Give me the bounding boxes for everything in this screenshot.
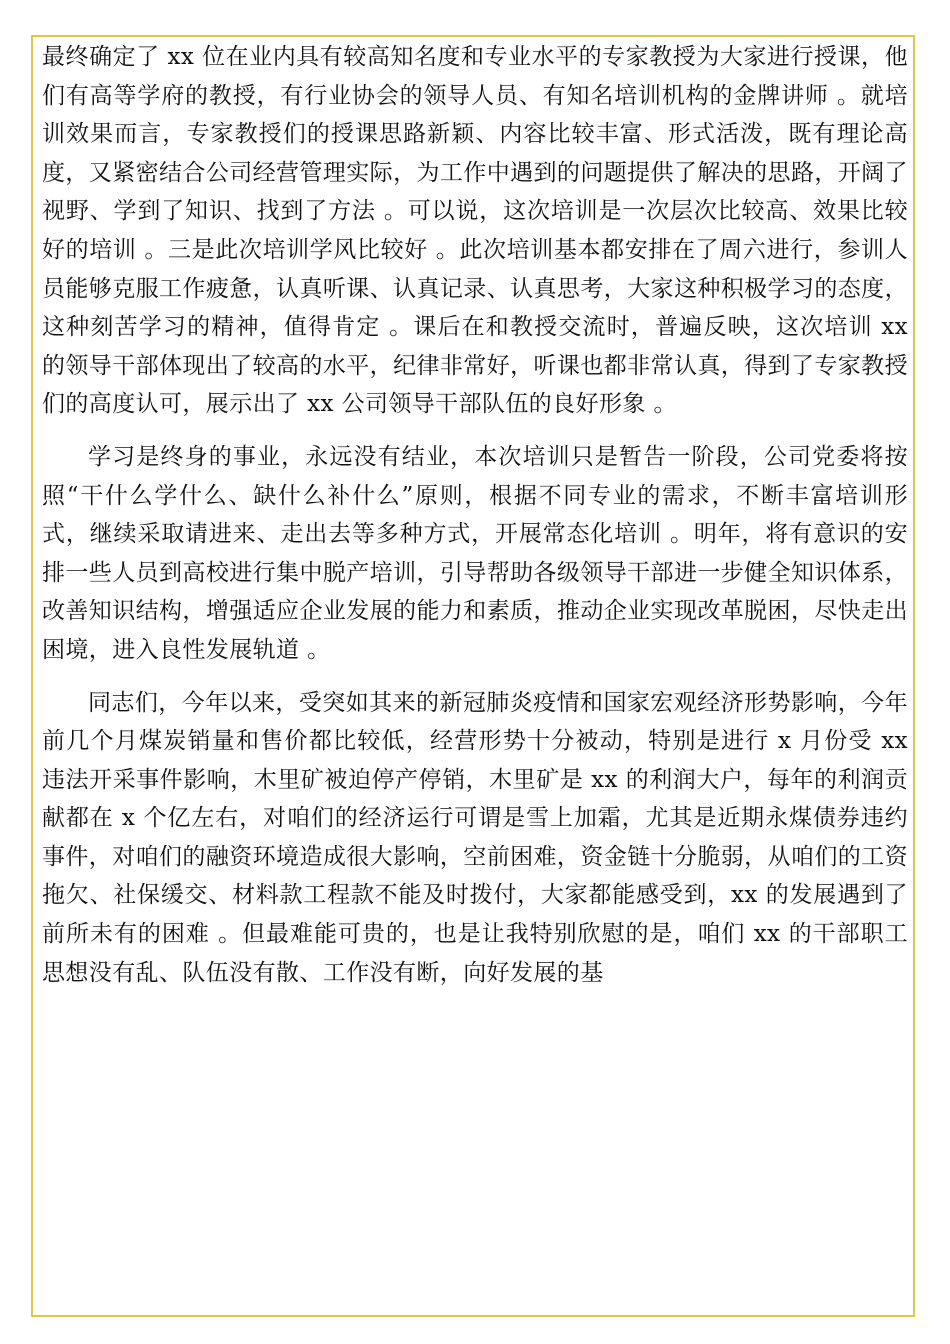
document-body bbox=[42, 38, 908, 992]
paragraph-3: 同志们，今年以来，受突如其来的新冠肺炎疫情和国家宏观经济形势影响，今年前几个月煤炭销量和售价都比较低，经营形势十分被动，特别是进行 x 月份受 xx 违法开采事件影响，木里矿被迫停产停销，木里矿是 xx 的利润大户，每年的利润贡献都在 x 个亿左右，对咱们的经济运行可谓是雪上加霜，尤其是近期永煤债券违约事件，对咱们的融资环境造成很大影响，空前困难，资金链十分脆弱，从咱们的工资拖欠、社保缓交、材料款工程款不能及时拨付，大家都能感受到，xx 的发展遇到了前所未有的困难 。但最难能可贵的，也是让我特别欣慰的是，咱们 xx 的干部职工思想没有乱、队伍没有散、工作没有断，向好发展的基 bbox=[42, 689, 908, 986]
paragraph-2: 学习是终身的事业，永远没有结业，本次培训只是暂告一阶段，公司党委将按照“干什么学什么、缺什么补什么”原则，根据不同专业的需求，不断丰富培训形式，继续采取请进来、走出去等多种方式，开展常态化培训 。明年，将有意识的安排一些人员到高校进行集中脱产培训，引导帮助各级领导干部进一步健全知识体系，改善知识结构，增强适应企业发展的能力和素质，推动企业实现改革脱困，尽快走出困境，进入良性发展轨道 。 bbox=[42, 443, 908, 663]
paragraph-1: 最终确定了 xx 位在业内具有较高知名度和专业水平的专家教授为大家进行授课，他们有高等学府的教授，有行业协会的领导人员、有知名培训机构的金牌讲师 。就培训效果而言，专家教授们的授课思路新颖、内容比较丰富、形式活泼，既有理论高度，又紧密结合公司经营管理实际，为工作中遇到的问题提供了解决的思路，开阔了视野、学到了知识、找到了方法 。可以说，这次培训是一次层次比较高、效果比较好的培训 。三是此次培训学风比较好 。此次培训基本都安排在了周六进行，参训人员能够克服工作疲惫，认真听课、认真记录、认真思考，大家这种积极学习的态度，这种刻苦学习的精神，值得肯定 。课后在和教授交流时，普遍反映，这次培训 xx 的领导干部体现出了较高的水平，纪律非常好，听课也都非常认真，得到了专家教授们的高度认可，展示出了 xx 公司领导干部队伍的良好形象 。 bbox=[42, 44, 908, 418]
